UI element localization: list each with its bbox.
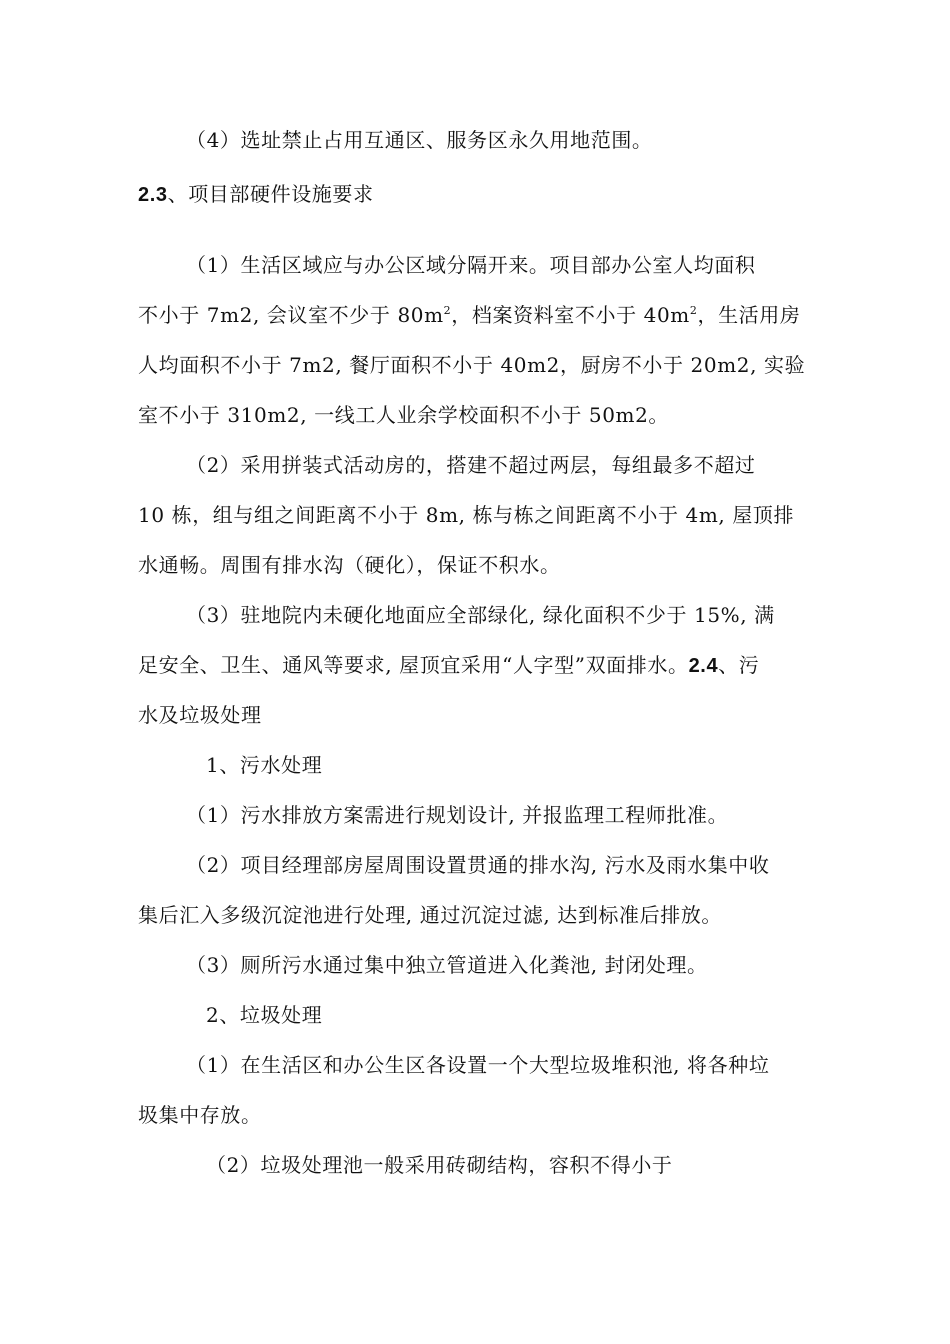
garbage-item-1-line-2: 圾集中存放。 xyxy=(138,1103,262,1127)
sewage-item-2-line-1: （2）项目经理部房屋周围设置贯通的排水沟, 污水及雨水集中收 xyxy=(186,853,770,877)
section-title: 、项目部硬件设施要求 xyxy=(167,182,374,206)
section-number: 2.3 xyxy=(138,184,168,206)
text-segment: 不小于 7m2, 会议室不少于 80m xyxy=(138,303,444,327)
subsection-sewage-title: 1、污水处理 xyxy=(206,753,323,777)
paragraph-2-line-2: 10 栋，组与组之间距离不小于 8m, 栋与栋之间距离不小于 4m, 屋顶排 xyxy=(138,503,795,527)
superscript: 2 xyxy=(689,304,698,317)
paragraph-1-line-1: （1）生活区域应与办公区域分隔开来。项目部办公室人均面积 xyxy=(186,253,756,277)
paragraph-1-line-4: 室不小于 310m2, 一线工人业余学校面积不小于 50m2。 xyxy=(138,403,670,427)
text-segment: ，档案资料室不小于 40m xyxy=(451,303,690,327)
paragraph-site-selection: （4）选址禁止占用互通区、服务区永久用地范围。 xyxy=(186,128,653,152)
paragraph-3-line-2 xyxy=(138,652,759,679)
paragraph-3-line-3: 水及垃圾处理 xyxy=(138,703,262,727)
text-segment: 、污 xyxy=(718,653,760,677)
section-number: 2.4 xyxy=(688,655,719,677)
paragraph-2-line-1: （2）采用拼装式活动房的，搭建不超过两层，每组最多不超过 xyxy=(186,453,756,477)
garbage-item-2: （2）垃圾处理池一般采用砖砌结构，容积不得小于 xyxy=(206,1153,673,1177)
paragraph-3-line-1: （3）驻地院内未硬化地面应全部绿化, 绿化面积不少于 15%, 满 xyxy=(186,603,775,627)
paragraph-1-line-3: 人均面积不小于 7m2, 餐厅面积不小于 40m2，厨房不小于 20m2, 实验 xyxy=(138,353,806,377)
sewage-item-2-line-2: 集后汇入多级沉淀池进行处理, 通过沉淀过滤, 达到标准后排放。 xyxy=(138,903,723,927)
paragraph-2-line-3: 水通畅。周围有排水沟（硬化），保证不积水。 xyxy=(138,553,561,577)
sewage-item-3: （3）厕所污水通过集中独立管道进入化粪池, 封闭处理。 xyxy=(186,953,708,977)
garbage-item-1-line-1: （1）在生活区和办公生区各设置一个大型垃圾堆积池, 将各种垃 xyxy=(186,1053,770,1077)
text-segment: 足安全、卫生、通风等要求, 屋顶宜采用“人字型”双面排水。 xyxy=(138,653,689,677)
paragraph-1-line-2 xyxy=(138,302,800,328)
section-heading-2-3 xyxy=(138,181,374,208)
text-segment: ，生活用房 xyxy=(697,303,801,327)
sewage-item-1: （1）污水排放方案需进行规划设计, 并报监理工程师批准。 xyxy=(186,803,729,827)
superscript: 2 xyxy=(443,304,452,317)
subsection-garbage-title: 2、垃圾处理 xyxy=(206,1003,323,1027)
